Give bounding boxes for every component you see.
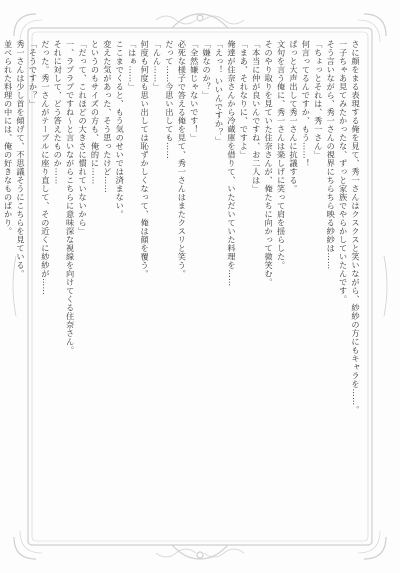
paragraph: 「んん……」 [152, 40, 163, 91]
vertical-body-text [3, 40, 362, 532]
paragraph: 「はぁ……」 [127, 40, 138, 91]
paragraph: 必死な様子で答える俺を見て、秀一さんはまたクスリと笑う。 [177, 40, 188, 278]
paragraph: 俺達が住奈さんから冷蔵庫を借りて、いただいていた料理を…… [226, 40, 237, 287]
paragraph: 一子ちゃあ見てみたかったな、ずっと家族でやらかしていたんです。 [338, 40, 349, 304]
paragraph: 何言ってるんですか、もう……！ [301, 40, 312, 168]
paragraph: だって……今思い出しても…… [164, 40, 175, 159]
paragraph: そう言いながら、秀一さんの視界にちらちら映る紗紗は…… [326, 40, 337, 270]
paragraph: 文句を言う俺に、秀一さんは楽しげに笑って肩を揺らした。 [276, 40, 287, 270]
paragraph: 「えっ！ いいんですか？」 [214, 40, 225, 145]
paragraph: 「まあ、それなりに、ですよ」 [239, 40, 250, 159]
paragraph: そのやり取りを見ていた住奈さんが、俺たちに向かって微笑む。 [264, 40, 275, 287]
paragraph: 何度も何度も思い出しては恥ずかしくなって、俺は顔を覆う。 [140, 40, 151, 278]
paragraph: ぱっと大声出して秀一さんに抗議する。 [288, 40, 299, 193]
paragraph: ここまでくると、もう気のせいでは済まない。 [115, 40, 126, 219]
paragraph [0, 40, 2, 532]
paragraph: 秀一さんは少し首を傾げて、不思議そうにこちらを見ている。 [16, 40, 27, 278]
paragraph: 「本当に仲が良いんですね、お二人は」 [251, 40, 262, 193]
paragraph: 並べられた料理の中には、俺の好きなものばかり。 [3, 40, 14, 236]
paragraph: だった。秀一さんがテーブルに座り直して、その近くに紗紗が…… [40, 40, 51, 295]
paragraph: 一、ラブラブですね～と言いながらこちらに意味深な視線を向けてくる住奈さん。 [65, 40, 76, 355]
paragraph: 「そうですか？」 [28, 40, 39, 108]
paragraph: 「全然嫌じゃないです！」 [189, 40, 200, 142]
paragraph: 「だって、これほどの大きさに慣れていないから」 [78, 40, 89, 236]
paragraph: それに対して、どう答えたものか…… [53, 40, 64, 185]
paragraph: 変えた気があった、そう思ったけど…… [102, 40, 113, 193]
paragraph: 「嫌なのか？」 [202, 40, 213, 100]
paragraph: というのもサイズの方も、俺的に…… [90, 40, 101, 185]
paragraph: さに顔をまる表現する俺を見て、秀一さんはクスクスと笑いながら、紗紗の方にもキャラを……。 [351, 40, 361, 414]
paragraph: 「ちょっとそれは、秀一さん」 [313, 40, 324, 159]
